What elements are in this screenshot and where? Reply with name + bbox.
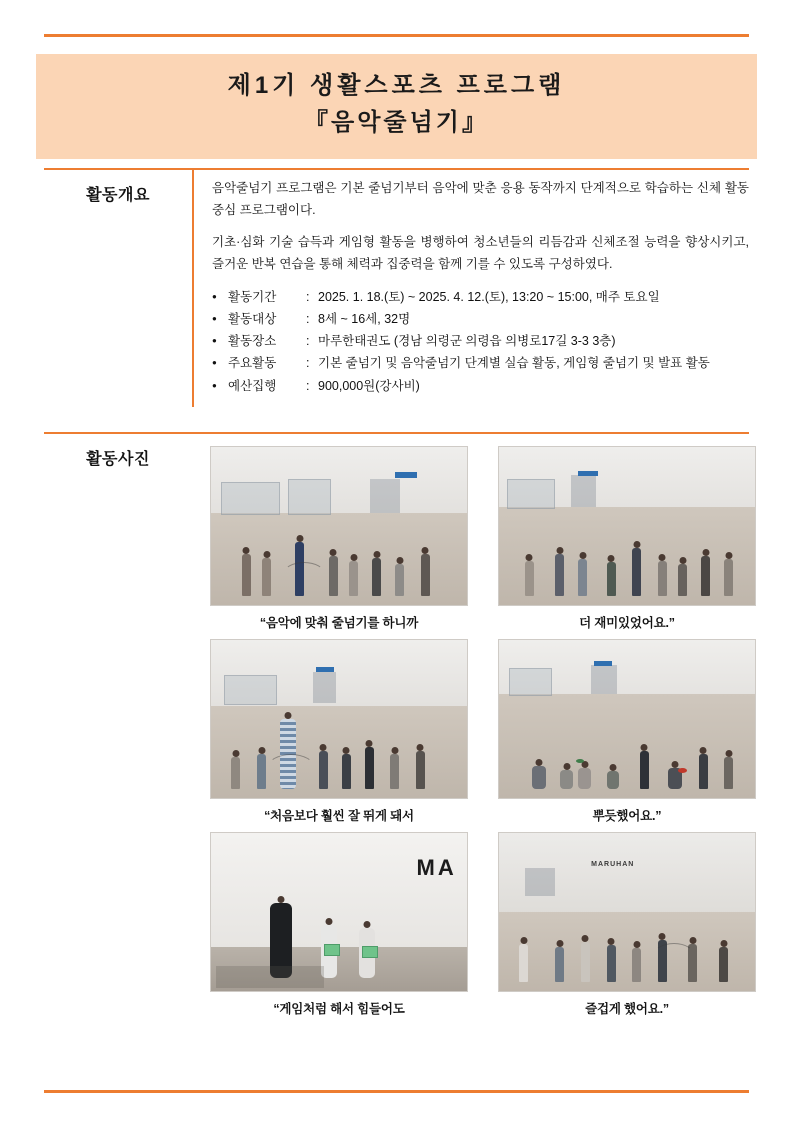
detail-key: 예산집행 bbox=[228, 378, 277, 393]
top-rule bbox=[44, 34, 749, 37]
page-title-line2: 『음악줄넘기』 bbox=[304, 109, 489, 137]
photo-caption-2: 더 재미있었어요.” bbox=[579, 616, 675, 630]
detail-key: 활동대상 bbox=[228, 311, 277, 326]
photo-cell-2 bbox=[498, 446, 756, 631]
activity-photo-6 bbox=[498, 832, 756, 992]
list-item bbox=[212, 330, 749, 352]
detail-colon: : bbox=[306, 289, 310, 304]
photo-cell-4 bbox=[498, 639, 756, 824]
activity-photo-3 bbox=[210, 639, 468, 799]
detail-colon: : bbox=[306, 311, 310, 326]
photo-grid bbox=[192, 434, 756, 1025]
detail-value: 기본 줄넘기 및 음악줄넘기 단계별 실습 활동, 게임형 줄넘기 및 발표 활동 bbox=[318, 356, 710, 371]
photo-cell-1 bbox=[210, 446, 468, 631]
activity-photo-4 bbox=[498, 639, 756, 799]
photo-row-2 bbox=[210, 639, 756, 824]
bottom-rule bbox=[44, 1090, 749, 1093]
photo-cell-6 bbox=[498, 832, 756, 1017]
list-item bbox=[212, 286, 749, 308]
detail-value: 2025. 1. 18.(토) ~ 2025. 4. 12.(토), 13:20 ~ 15:00, 매주 토요일 bbox=[318, 289, 660, 304]
photos-label: 활동사진 bbox=[86, 451, 150, 468]
gym-sign-text: MARUHAN bbox=[591, 861, 635, 869]
photo-cell-3 bbox=[210, 639, 468, 824]
detail-value: 900,000원(강사비) bbox=[318, 378, 420, 393]
detail-key: 활동기간 bbox=[228, 289, 277, 304]
photo-caption-6: 즐겁게 했어요.” bbox=[585, 1002, 669, 1016]
activity-photo-2 bbox=[498, 446, 756, 606]
detail-value: 8세 ~ 16세, 32명 bbox=[318, 311, 411, 326]
activity-photo-1 bbox=[210, 446, 468, 606]
list-item bbox=[212, 308, 749, 330]
page-title-line1: 제1기 생활스포츠 프로그램 bbox=[227, 72, 566, 99]
photo-caption-5: “게임처럼 해서 힘들어도 bbox=[273, 1002, 405, 1016]
list-item bbox=[212, 375, 749, 397]
overview-label: 활동개요 bbox=[86, 187, 150, 204]
detail-colon: : bbox=[306, 378, 310, 393]
detail-key: 주요활동 bbox=[228, 356, 277, 371]
detail-colon: : bbox=[306, 334, 310, 348]
overview-row bbox=[44, 170, 749, 407]
gym-banner-text: MA bbox=[416, 855, 457, 881]
photos-section bbox=[44, 432, 749, 1025]
overview-paragraph-1: 음악줄넘기 프로그램은 기본 줄넘기부터 음악에 맞춘 응용 동작까지 단계적으로 학습하는 신체 활동 중심 프로그램이다. bbox=[212, 181, 749, 217]
photo-caption-4: 뿌듯했어요.” bbox=[592, 809, 662, 823]
photo-caption-3: “처음보다 훨씬 잘 뛰게 돼서 bbox=[264, 809, 414, 823]
detail-value: 마루한태권도 (경남 의령군 의령읍 의병로17길 3-3 3층) bbox=[318, 334, 616, 348]
overview-section bbox=[44, 168, 749, 407]
title-banner bbox=[36, 54, 757, 159]
photo-cell-5 bbox=[210, 832, 468, 1017]
photo-caption-1: “음악에 맞춰 줄넘기를 하니까 bbox=[259, 616, 419, 630]
photo-row-1 bbox=[210, 446, 756, 631]
overview-paragraph-2: 기초·심화 기술 습득과 게임형 활동을 병행하여 청소년들의 리듬감과 신체조절 능력을 향상시키고, 즐거운 반복 연습을 통해 체력과 집중력을 함께 기를 수 있도록 구성하였다. bbox=[212, 234, 749, 271]
photos-row bbox=[44, 434, 749, 1025]
photo-row-3 bbox=[210, 832, 756, 1017]
overview-detail-list bbox=[212, 286, 749, 397]
list-item bbox=[212, 352, 749, 374]
detail-key: 활동장소 bbox=[228, 334, 277, 348]
activity-photo-5 bbox=[210, 832, 468, 992]
detail-colon: : bbox=[306, 356, 310, 371]
overview-body bbox=[194, 170, 749, 407]
